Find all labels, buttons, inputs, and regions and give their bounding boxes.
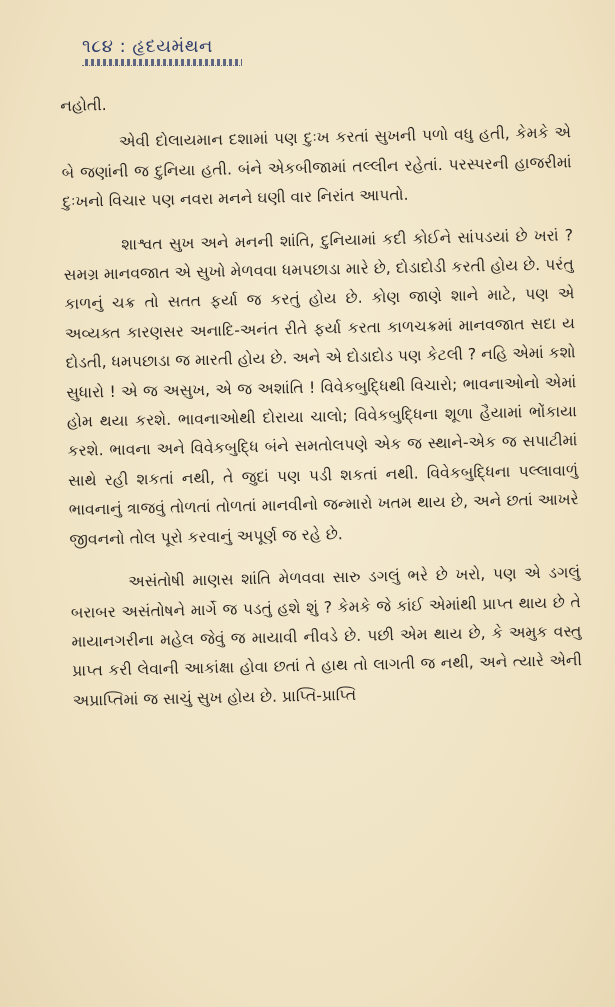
paragraph: નહોતી. bbox=[60, 96, 107, 115]
paragraph: એવી દોલાયમાન દશામાં પણ દુઃખ કરતાં સુખની પળો વધુ હતી, કેમકે એ બે જણાંની જ દુનિયા હતી. બંને એકબીજામાં તલ્લીન રહેતાં. પરસ્પરની હાજરીમાં દુઃખનો વિચાર પણ નવરા મનને ઘણી વાર નિરાંત આપતો. bbox=[61, 123, 572, 212]
paragraph: અસંતોષી માણસ શાંતિ મેળવવા સારુ ડગલું ભરે છે ખરો, પણ એ ડગલું બરાબર અસંતોષને માર્ગે જ પડતું હશે શું ? કેમકે જે કાંઈ એમાંથી પ્રાપ્ત થાય છે તે માયાનગરીના મહેલ જેવું જ માયાવી નીવડે છે. પછી એમ થાય છે, કે અમુક વસ્તુ પ્રાપ્ત કરી લેવાની આકાંક્ષા હોવા છતાં તે હાથ તો લાગતી જ નથી, અને ત્યારે એની અપ્રાપ્તિમાં જ સાચું સુખ હોય છે. પ્રાપ્તિ-પ્રાપ્તિ bbox=[70, 563, 583, 710]
decorative-underline bbox=[82, 59, 242, 66]
page-number-and-title: ૧૮૪ : હૃદયમંથન bbox=[82, 36, 213, 57]
paragraph: શાશ્વત સુખ અને મનની શાંતિ, દુનિયામાં કદી કોઈને સાંપડયાં છે ખરાં ? સમગ્ર માનવજાત એ સુખો મેળવવા ધમપછાડા મારે છે, દોડાદોડી કરતી હોય છે. પરંતુ કાળનું ચક્ર તો સતત ફર્યા જ કરતું હોય છે. કોણ જાણે શાને માટે, પણ એ અવ્યક્ત કારણસર અનાદિ-અનંત રીતે ફર્યા કરતા કાળચક્રમાં માનવજાત સદા ય દોડતી, ધમપછાડા જ મારતી હોય છે. અને એ દોડાદોડ પણ કેટલી ? નહિ એમાં કશો સુધારો ! એ જ અસુખ, એ જ અશાંતિ ! વિવેકબુદ્ધિથી વિચારો; ભાવનાઓનો એમાં હોમ થયા કરશે. ભાવનાઓથી દોરાયા ચાલો; વિવેકબુદ્ધિના શૂળા હૈયામાં ભોંકાયા કરશે. ભાવના અને વિવેકબુદ્ધિ બંને સમતોલપણે એક જ સ્થાને-એક જ સપાટીમાં સાથે રહી શકતાં નથી, તે જુદાં પણ પડી શકતાં નથી. વિવેકબુદ્ધિના પલ્લાવાળું ભાવનાનું ત્રાજવું તોળતાં તોળતાં માનવીનો જન્મારો ખતમ થાય છે, અને છતાં આખરે જીવનનો તોલ પૂરો કરવાનું અપૂર્ણ જ રહે છે. bbox=[63, 225, 579, 549]
body-text bbox=[60, 81, 583, 730]
running-head bbox=[82, 36, 242, 66]
